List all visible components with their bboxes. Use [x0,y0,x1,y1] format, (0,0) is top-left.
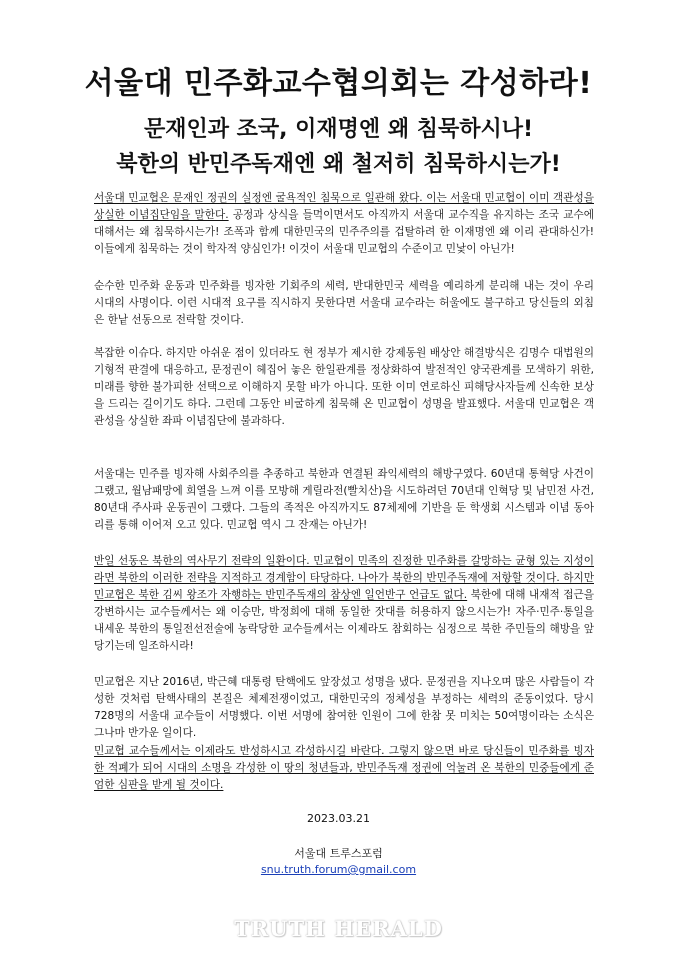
watermark: TRUTH HERALD [234,916,443,941]
paragraph-3: 복잡한 이슈다. 하지만 아쉬운 점이 있더라도 현 정부가 제시한 강제동원 배상안 해결방식은 김명수 대법원의 기형적 판결에 대응하고, 문정권이 헤집어 놓은 한일관계를 정상화하여 발전적인 양국관계를 모색하기 위한, 미래를 향한 불가피한 선택으로 이해하지 못할 바가 아니다. 또한 이미 연로하신 피해당사자들께 신속한 보상을 드리는 길이기도 하다. 그런데 그동안 비굴하게 침묵해 온 민교협이 성명을 발표했다. 서울대 민교협은 객관성을 상실한 좌파 이념집단에 불과하다. [94,347,594,427]
paragraph-5 [94,553,594,655]
page-subtitle-1: 문재인과 조국, 이재명엔 왜 침묵하시나! [143,117,534,142]
paragraph-6: 민교협은 지난 2016년, 박근혜 대통령 탄핵에도 앞장섰고 성명을 냈다. 문정권을 지나오며 많은 사람들이 각성한 것처럼 탄핵사태의 본질은 체제전쟁이었고, 대한민국의 정체성을 부정하는 세력의 준동이었다. 당시 728명의 서울대 교수들이 서명했다. 이번 서명에 참여한 인원이 그에 한참 못 미치는 50여명이라는 소식은 그나마 반가운 일이다. [94,676,594,739]
paragraph-5-rest: 북한에 대해 내재적 접근을 강변하시는 교수들께서는 왜 이승만, 박정희에 대해 동일한 잣대를 허용하지 않으시는가! 자주·민주·통일을 내세운 북한의 통일전선전술에 농락당한 교수들께서는 이제라도 참회하는 심정으로 북한 주민들의 해방을 앞당기는데 일조하시라! [94,589,594,652]
contact-email-link[interactable]: snu.truth.forum@gmail.com [260,863,417,876]
paragraph-1-underlined: 서울대 민교협은 문재인 정권의 실정엔 굴욕적인 침묵으로 일관해 왔다. 이는 서울대 민교협이 이미 객관성을 상실한 이념집단임을 말한다. [94,192,594,221]
paragraph-7 [94,743,594,794]
paragraph-7-underlined: 민교협 교수들께서는 이제라도 반성하시고 각성하시길 바란다. 그렇지 않으면 바로 당신들이 민주화를 빙자한 적폐가 되어 시대의 소명을 각성한 이 땅의 청년들과, 반민주독재 정권에 억눌려 온 북한의 민중들에게 준엄한 심판을 받게 될 것이다. [94,745,594,791]
signatory-organization: 서울대 트루스포럼 [294,847,383,860]
document-date: 2023.03.21 [307,812,370,825]
paragraph-4: 서울대는 민주를 빙자해 사회주의를 추종하고 북한과 연결된 좌익세력의 해방구였다. 60년대 통혁당 사건이 그랬고, 월남패망에 희열을 느껴 이를 모방해 게릴라전(빨치산)을 시도하려던 70년대 인혁당 및 남민전 사건, 80년대 주사파 운동권이 그랬다. 그들의 족적은 아직까지도 87체제에 기반을 둔 학생회 시스템과 이념 동아리를 통해 이어져 오고 있다. 민교협 역시 그 잔재는 아닌가! [94,468,594,531]
paragraph-2: 순수한 민주화 운동과 민주화를 빙자한 기회주의 세력, 반대한민국 세력을 예리하게 분리해 내는 것이 우리 시대의 사명이다. 이런 시대적 요구를 직시하지 못한다면 서울대 교수라는 허울에도 불구하고 당신들의 외침은 한낱 선동으로 전락할 것이다. [94,280,594,326]
paragraph-1-rest: 공정과 상식을 들먹이면서도 아직까지 서울대 교수직을 유지하는 조국 교수에 대해서는 왜 침묵하시는가! 조폭과 함께 대한민국의 민주주의를 겁탈하려 한 이재명엔 왜 이리 관대하신가! 이들에게 침묵하는 것이 학자적 양심인가! 이것이 서울대 민교협의 수준이고 민낯이 아닌가! [94,209,595,255]
page-subtitle-2: 북한의 반민주독재엔 왜 철저히 침묵하시는가! [116,152,561,177]
paragraph-1 [94,190,594,258]
paragraph-5-underlined: 반일 선동은 북한의 역사무기 전략의 일환이다. 민교협이 민족의 진정한 민주화를 갈망하는 균형 있는 지성이라면 북한의 이러한 전략을 지적하고 경계함이 타당하다. 나아가 북한의 반민주독재에 저항할 것이다. 하지만 민교협은 북한 김씨 왕조가 자행하는 반민주독재의 참상엔 일언반구 언급도 없다. [94,555,594,601]
page-title: 서울대 민주화교수협의회는 각성하라! [84,66,593,101]
